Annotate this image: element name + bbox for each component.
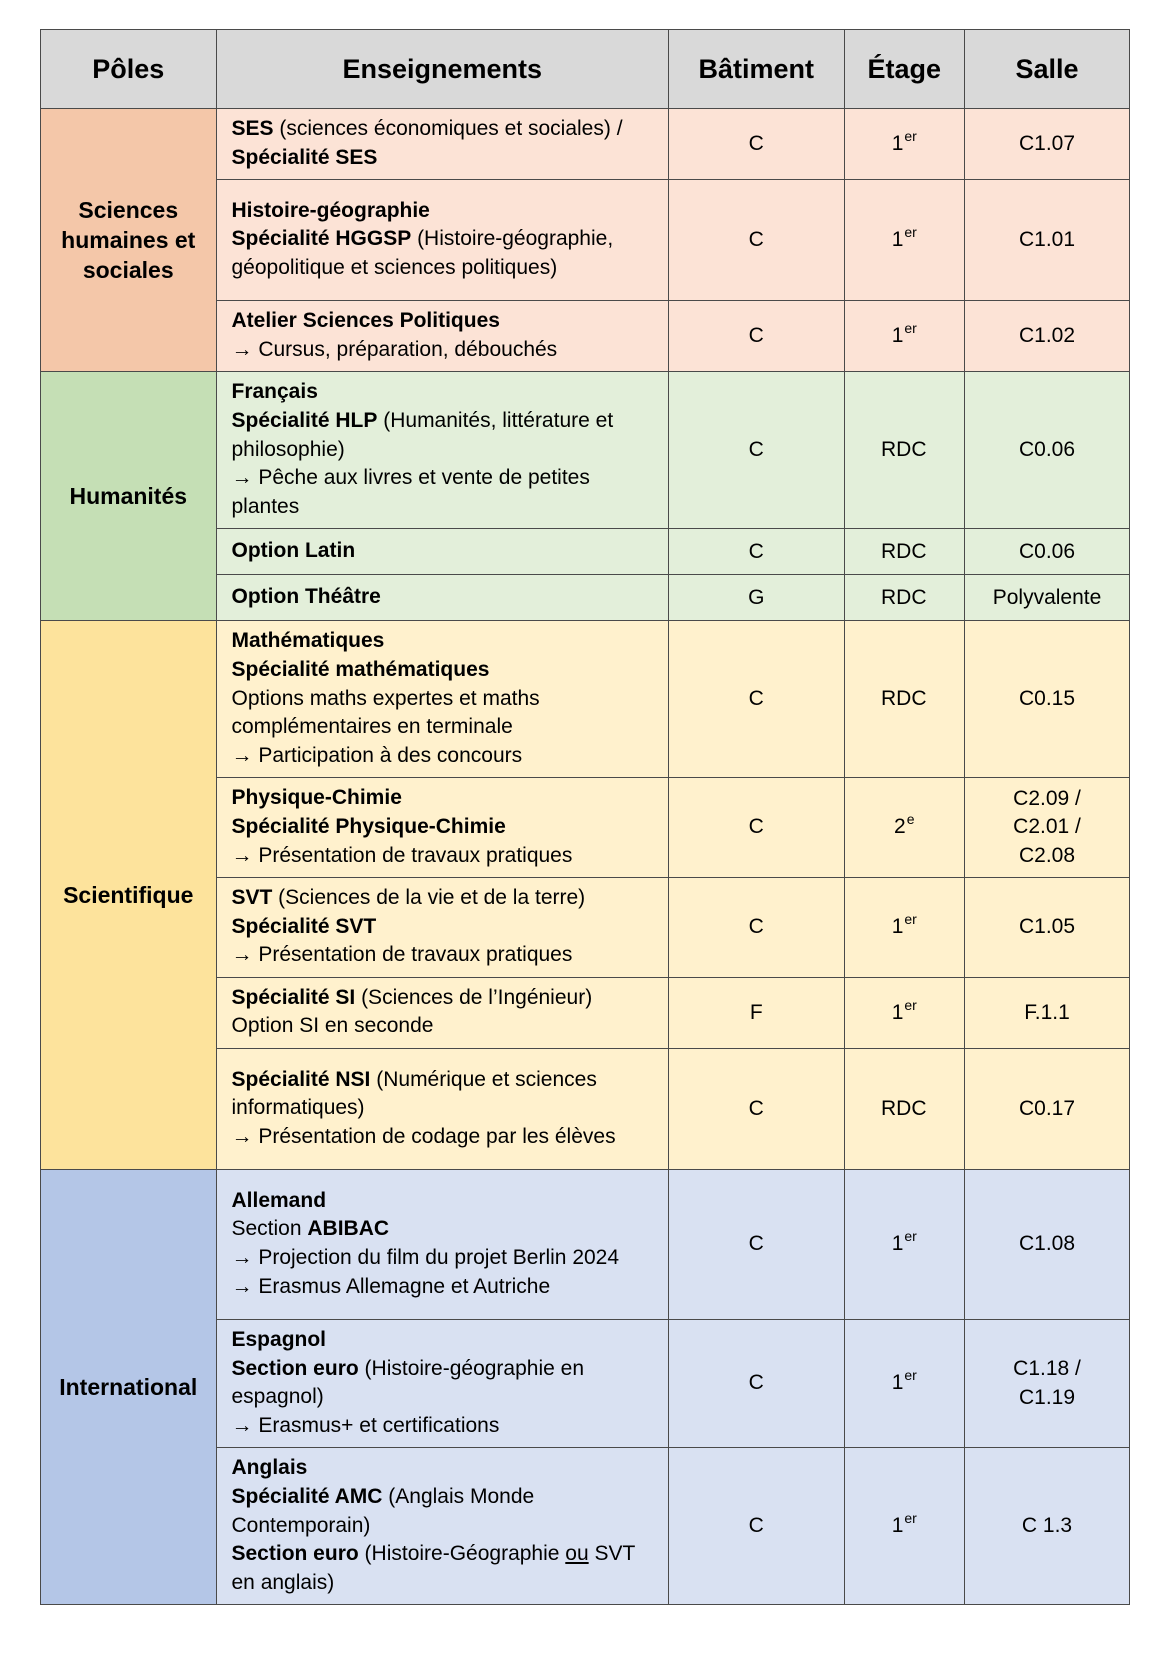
enseignement-line [232,1540,659,1597]
etage-suffix: er [904,1510,917,1527]
enseignement-line [232,1123,659,1152]
etage-value: RDC [881,438,927,462]
batiment-cell: C [669,109,845,180]
salle-cell: F.1.1 [965,977,1130,1048]
text-run: Spécialité AMC [231,1485,383,1509]
etage-cell [844,1448,965,1605]
pole-international: International [41,1170,217,1605]
enseignement-cell [216,878,669,978]
text-run: → Erasmus+ et certifications [231,1413,500,1437]
etage-cell [844,575,965,621]
etage-value: 1 [891,131,904,155]
text-run: Spécialité Physique-Chimie [231,814,506,838]
enseignement-line [232,1454,659,1483]
enseignement-cell [216,778,669,878]
salle-cell: C 1.3 [965,1448,1130,1605]
batiment-cell: C [669,529,845,575]
enseignement-line [232,1355,659,1412]
text-run: Section [231,1217,308,1241]
etage-suffix: er [904,223,917,240]
etage-value: 1 [891,323,904,347]
text-run: (Anglais Monde Contemporain) [231,1485,535,1537]
etage-value: RDC [881,539,927,563]
etage-suffix: er [904,1367,917,1384]
etage-cell [844,977,965,1048]
salle-cell: C0.15 [965,621,1130,778]
salle-cell: C1.18 / C1.19 [965,1320,1130,1448]
etage-cell [844,301,965,372]
text-run: Anglais [231,1456,308,1480]
enseignement-line [232,784,659,813]
etage-cell [844,180,965,301]
enseignement-cell [216,1170,669,1320]
enseignement-line [232,627,659,656]
text-run: Spécialité SI [231,985,356,1009]
salle-cell: Polyvalente [965,575,1130,621]
salle-cell: C1.01 [965,180,1130,301]
salle-cell: C0.17 [965,1049,1130,1170]
text-run: (Sciences de la vie et de la terre) [272,886,586,910]
header-salle: Salle [965,30,1130,109]
table-row [41,109,1130,180]
enseignement-line [232,884,659,913]
batiment-cell: C [669,1320,845,1448]
text-run: Spécialité HLP [231,408,378,432]
text-run: (sciences économiques et sociales) / [273,117,623,140]
etage-cell [844,621,965,778]
text-run: → Participation à des concours [231,743,523,767]
text-run: Spécialité SES [231,145,378,169]
batiment-cell: C [669,1049,845,1170]
text-run: SVT [231,886,273,910]
enseignement-line [232,115,659,172]
enseignement-line [232,197,659,226]
enseignement-line [232,1187,659,1216]
batiment-cell: C [669,372,845,529]
enseignement-line [232,464,659,521]
text-run: → Présentation de travaux pratiques [231,943,573,967]
enseignement-line [232,1483,659,1540]
text-run: Mathématiques [231,629,385,653]
text-run: Physique-Chimie [231,786,402,810]
salle-cell: C1.02 [965,301,1130,372]
enseignement-line [232,941,659,970]
text-run: Options maths expertes et maths complémentaires en terminale [231,686,540,739]
text-run: Espagnol [231,1328,327,1352]
text-run: Option Théâtre [231,585,381,609]
enseignement-line [232,1012,659,1041]
salle-cell: C1.08 [965,1170,1130,1320]
etage-value: 1 [891,1371,904,1395]
batiment-cell: C [669,301,845,372]
etage-value: 1 [891,1514,904,1538]
enseignement-line [232,225,659,282]
enseignement-line [232,656,659,685]
enseignement-line [232,842,659,871]
enseignement-line [232,685,659,742]
enseignement-line [232,1066,659,1123]
header-enseignements: Enseignements [216,30,669,109]
text-run: Section euro [231,1542,359,1566]
etage-suffix: er [904,319,917,336]
enseignement-line [232,583,659,612]
text-run: (Histoire-Géographie [358,1542,566,1566]
table-row [41,1170,1130,1320]
enseignement-cell [216,621,669,778]
text-run: Spécialité HGGSP [231,227,412,251]
etage-cell [844,1049,965,1170]
salle-cell: C0.06 [965,529,1130,575]
enseignement-line [232,378,659,407]
etage-value: 1 [891,1232,904,1256]
text-run: Option Latin [231,539,356,563]
enseignement-line [232,984,659,1013]
enseignement-line [232,1326,659,1355]
header-poles: Pôles [41,30,217,109]
salle-cell: C2.09 / C2.01 / C2.08 [965,778,1130,878]
text-run: → Cursus, préparation, débouchés [231,337,558,361]
enseignement-line [232,1215,659,1244]
enseignement-line [232,1244,659,1273]
etage-cell [844,878,965,978]
text-run: Français [231,380,318,404]
etage-value: RDC [881,585,927,609]
text-run: Allemand [231,1188,327,1212]
text-run: → Présentation de travaux pratiques [231,843,573,867]
etage-cell [844,529,965,575]
header-etage: Étage [844,30,965,109]
etage-cell [844,1320,965,1448]
enseignement-cell [216,529,669,575]
text-run: (Numérique et sciences informatiques) [231,1067,597,1120]
enseignement-line [232,336,659,365]
etage-cell [844,778,965,878]
text-run: → Projection du film du projet Berlin 2024 [231,1246,620,1270]
enseignement-cell [216,372,669,529]
enseignement-line [232,913,659,942]
pole-scientifique: Scientifique [41,621,217,1170]
text-run: ABIBAC [307,1217,390,1241]
text-run: (Humanités, littérature et philosophie) [231,408,614,461]
salle-cell: C0.06 [965,372,1130,529]
etage-suffix: er [904,911,917,928]
etage-cell [844,372,965,529]
salle-cell: C1.05 [965,878,1130,978]
text-run: Section euro [231,1356,359,1380]
etage-suffix: er [904,127,917,144]
etage-suffix: er [904,1228,917,1245]
table-row [41,372,1130,529]
enseignement-line [232,813,659,842]
batiment-cell: C [669,1170,845,1320]
etage-value: 1 [891,1000,904,1024]
etage-value: RDC [881,1096,927,1120]
enseignement-cell [216,301,669,372]
etage-suffix: e [906,811,915,828]
etage-value: 2 [894,815,906,839]
text-run: (Histoire-géographie, géopolitique et sciences politiques) [231,227,614,279]
text-run: ou [565,1542,589,1566]
enseignement-line [232,1412,659,1441]
text-run: (Histoire-géographie en espagnol) [231,1356,584,1409]
batiment-cell: C [669,878,845,978]
etage-cell [844,109,965,180]
batiment-cell: C [669,778,845,878]
enseignement-cell [216,1049,669,1170]
text-run: Histoire-géographie [231,198,430,222]
orientation-table [40,29,1130,1605]
table-row [41,621,1130,778]
header-batiment: Bâtiment [669,30,845,109]
enseignement-cell [216,180,669,301]
text-run: SES [231,117,274,140]
batiment-cell: F [669,977,845,1048]
text-run: Atelier Sciences Politiques [231,309,500,333]
enseignement-line [232,407,659,464]
enseignement-line [232,307,659,336]
batiment-cell: G [669,575,845,621]
enseignement-line [232,1273,659,1302]
text-run: (Sciences de l’Ingénieur) [355,985,593,1009]
enseignement-line [232,742,659,771]
salle-cell: C1.07 [965,109,1130,180]
pole-sciences-humaines: Sciences humaines et sociales [41,109,217,372]
batiment-cell: C [669,1448,845,1605]
etage-value: 1 [891,915,904,939]
etage-cell [844,1170,965,1320]
header-row [41,30,1130,109]
text-run: → Pêche aux livres et vente de petites plantes [231,466,590,518]
enseignement-line [232,537,659,566]
text-run: Spécialité NSI [231,1067,371,1091]
text-run: Spécialité mathématiques [231,657,490,681]
enseignement-cell [216,575,669,621]
etage-value: 1 [891,227,904,251]
etage-value: RDC [881,687,927,711]
text-run: Spécialité SVT [231,914,377,938]
batiment-cell: C [669,621,845,778]
etage-suffix: er [904,996,917,1013]
enseignement-cell [216,1448,669,1605]
text-run: → Erasmus Allemagne et Autriche [231,1274,551,1298]
text-run: Option SI en seconde [231,1014,434,1038]
enseignement-cell [216,1320,669,1448]
pole-humanites: Humanités [41,372,217,621]
text-run: → Présentation de codage par les élèves [231,1124,616,1148]
enseignement-cell [216,977,669,1048]
text-run: SVT en anglais) [231,1542,635,1594]
batiment-cell: C [669,180,845,301]
enseignement-cell [216,109,669,180]
